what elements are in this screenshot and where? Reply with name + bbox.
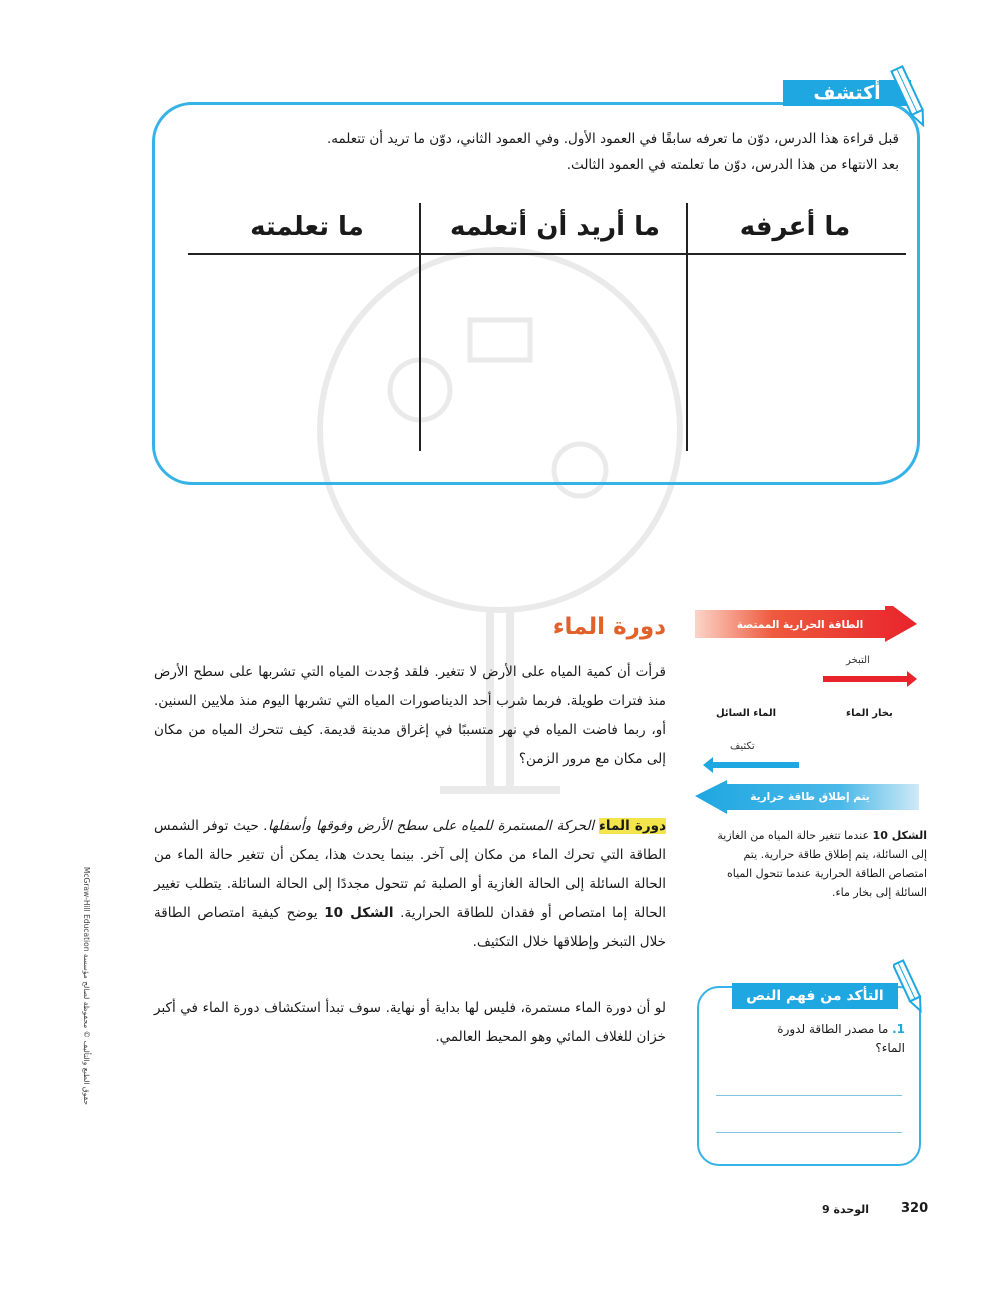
- paragraph-2-text-end: يوضح كيفية امتصاص الطاقة خلال التبخر وإطلاقها خلال التكثيف.: [154, 905, 666, 950]
- figure-caption: [705, 826, 927, 902]
- paragraph-2: [154, 812, 666, 982]
- water-vapor-label: بخار الماء: [846, 708, 893, 719]
- unit-label: الوحدة 9: [822, 1203, 870, 1216]
- page-number: 320: [901, 1201, 929, 1216]
- evaporation-label: التبخر: [846, 655, 870, 666]
- answer-line[interactable]: [716, 1095, 902, 1096]
- paragraph-3: لو أن دورة الماء مستمرة، فليس لها بداية أو نهاية. سوف تبدأ استكشاف دورة الماء في أكبر خزان للغلاف المائي وهو المحيط العالمي.: [154, 1000, 666, 1045]
- liquid-water-label: الماء السائل: [716, 708, 777, 719]
- pencil-icon: [890, 62, 930, 132]
- evaporation-arrow: [823, 671, 917, 687]
- instruction-line-1: قبل قراءة هذا الدرس، دوّن ما تعرفه سابقًا في العمود الأول. وفي العمود الثاني، دوّن ما تريد أن تتعلمه.: [326, 131, 899, 147]
- kwl-know-header: ما أعرفه: [739, 212, 851, 242]
- paragraph-1: قرأت أن كمية المياه على الأرض لا تتغير. فلقد وُجدت المياه التي تشربها على سطح الأرض منذ فترات طويلة. فربما شرب أحد الديناصورات المياه التي تشربها اليوم منذ ملايين السنين. أو، ربما فاضت المياه في نهر متسببًا في إغراق مدينة قديمة. كيف تتحرك المياه من مكان إلى مكان مع مرور الزمن؟: [154, 664, 666, 767]
- figure-caption-label: الشكل 10: [872, 829, 927, 842]
- question-1-text: ما مصدر الطاقة لدورة الماء؟: [777, 1022, 905, 1055]
- condensation-label: تكثيف: [730, 741, 755, 752]
- condensation-arrow: [703, 757, 799, 773]
- figure-caption-text: عندما تتغير حالة المياه من الغازية إلى السائلة، يتم إطلاق طاقة حرارية. يتم امتصاص الطاقة الحرارية عندما تتحول المياه السائلة إلى بخار ماء.: [717, 829, 927, 899]
- kwl-column-divider: [686, 203, 688, 451]
- explore-instructions: [179, 126, 899, 178]
- reading-check-box: [697, 986, 921, 1166]
- kwl-table-header-line: [188, 253, 906, 255]
- paragraph-2-text: حيث توفر الشمس الطاقة التي تحرك الماء من مكان إلى آخر. بينما يحدث هذا، يمكن أن تتغير حالة الماء من الحالة السائلة إلى الحالة الغازية أو الصلبة ثم تتحول مجددًا إلى الحالة السائلة. يتطلب تغيير الحالة إما امتصاص أو فقدان للطاقة الحرارية.: [154, 818, 666, 921]
- kwl-column-divider: [419, 203, 421, 451]
- question-1: [745, 1020, 905, 1058]
- reading-check-banner: التأكد من فهم النص: [732, 983, 898, 1009]
- question-1-number: 1.: [892, 1022, 905, 1036]
- pencil-icon: [893, 957, 927, 1017]
- section-title: دورة الماء: [552, 614, 666, 640]
- key-term-definition: الحركة المستمرة للمياه على سطح الأرض وفوقها وأسفلها.: [263, 818, 595, 834]
- figure-reference: الشكل 10: [324, 905, 394, 921]
- heat-released-label: يتم إطلاق طاقة حرارية: [750, 791, 870, 803]
- explore-banner: أكتشف: [783, 80, 911, 106]
- kwl-want-header: ما أريد أن أتعلمه: [450, 212, 660, 242]
- key-term-water-cycle: دورة الماء: [599, 818, 666, 834]
- heat-absorbed-label: الطاقة الحرارية الممتصة: [736, 619, 864, 631]
- instruction-line-2: بعد الانتهاء من هذا الدرس، دوّن ما تعلمته في العمود الثالث.: [566, 157, 899, 173]
- kwl-learned-header: ما تعلمته: [250, 212, 364, 242]
- copyright-notice: حقوق الطبع والتأليف © محفوظة لصالح مؤسسة McGraw-Hill Education: [82, 866, 91, 1105]
- answer-line[interactable]: [716, 1132, 902, 1133]
